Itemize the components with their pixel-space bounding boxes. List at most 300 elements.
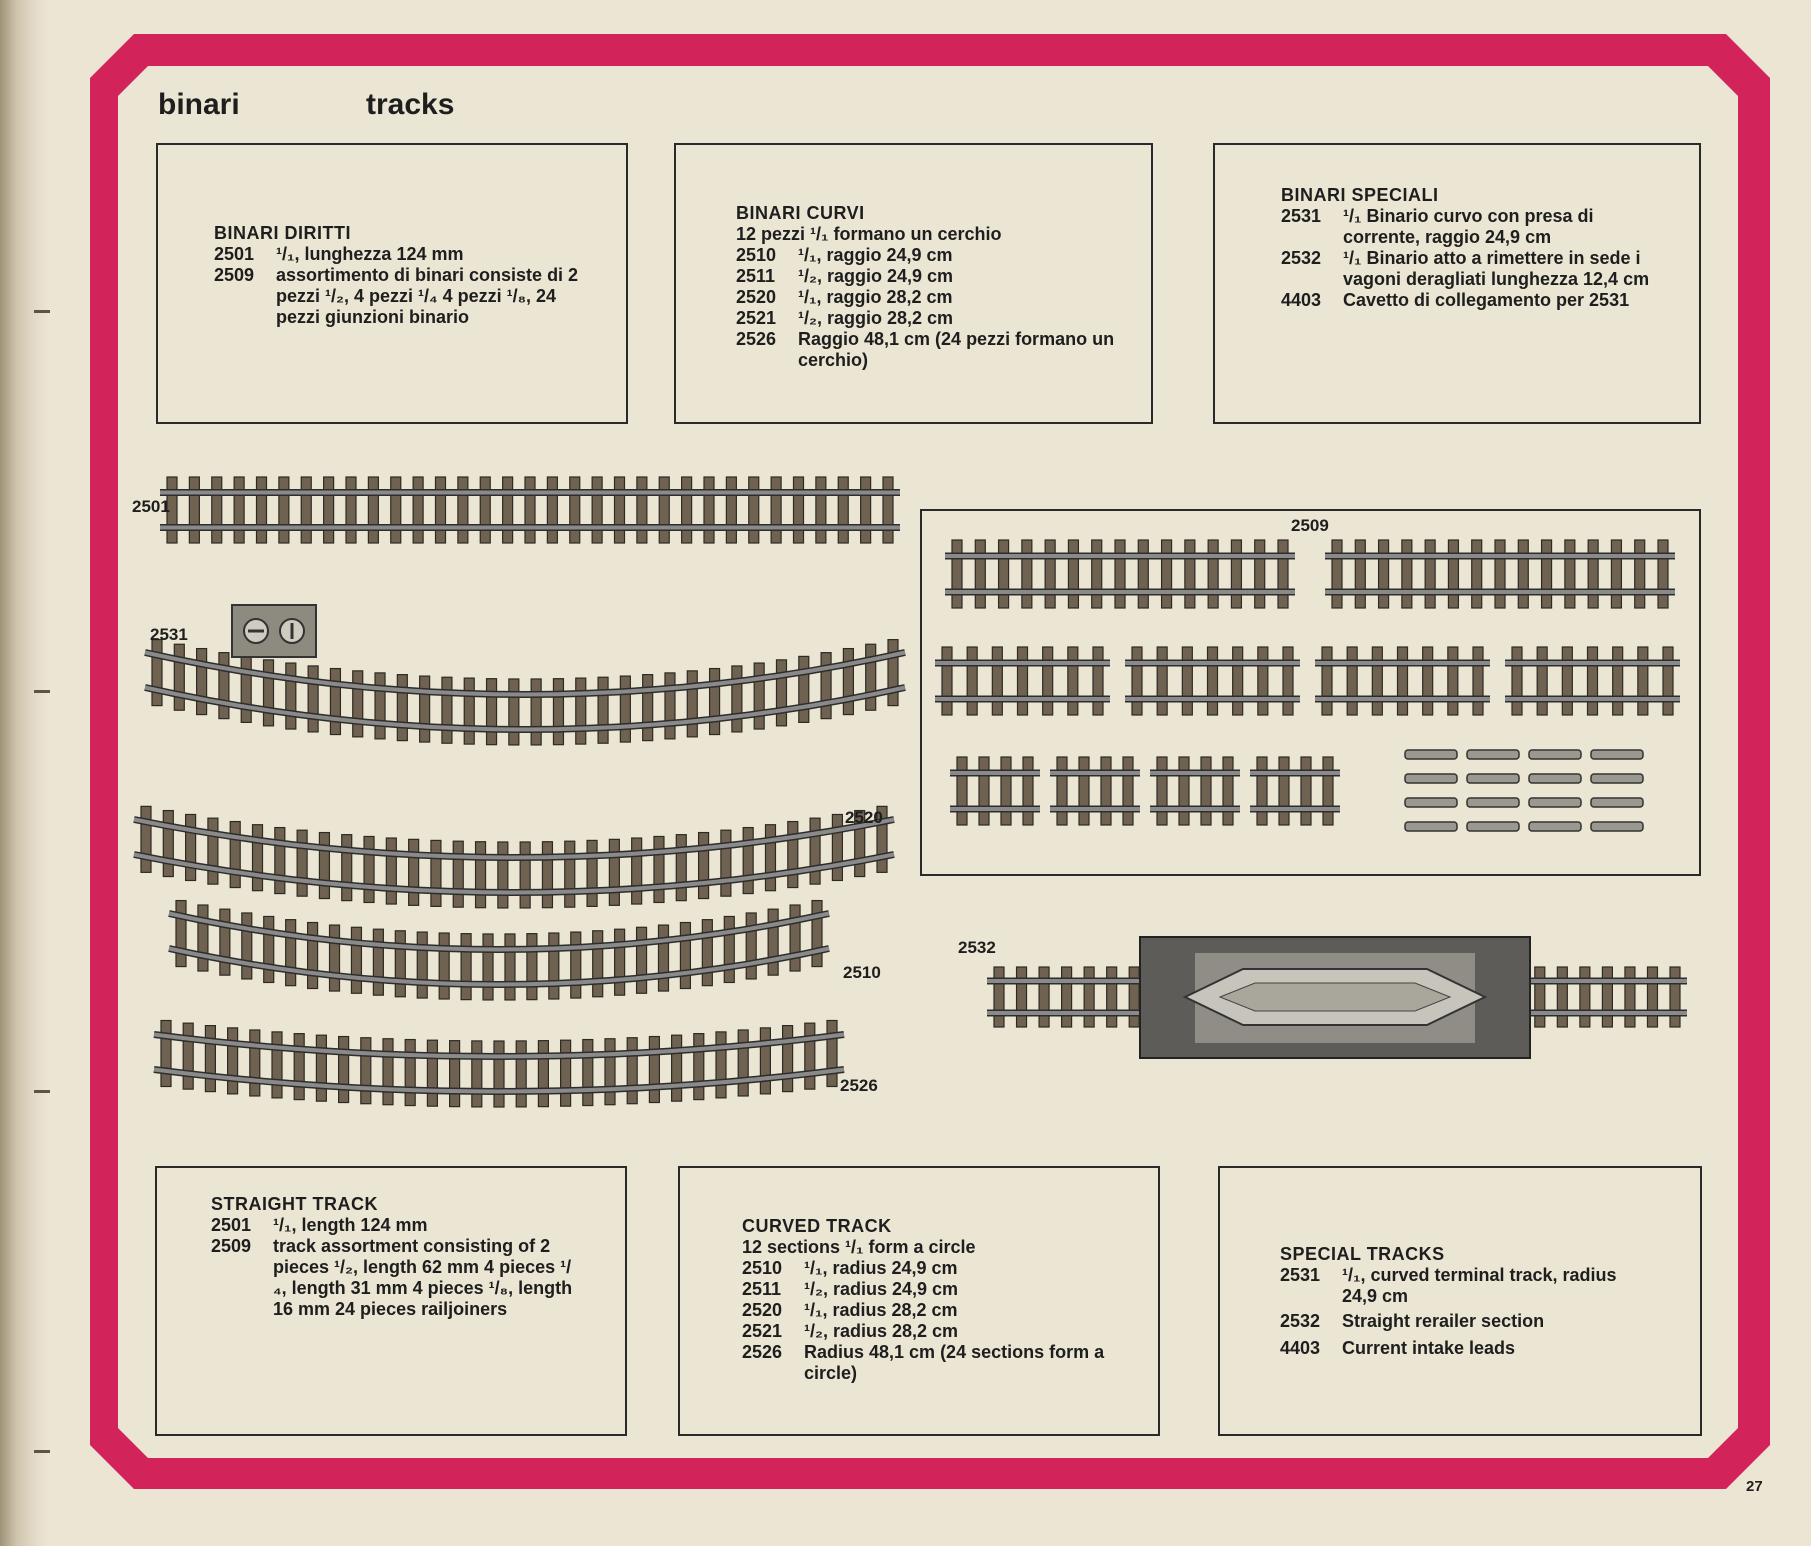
entry (742, 1279, 1122, 1300)
track-tie (286, 920, 296, 986)
entry-code: 2532 (1281, 248, 1322, 268)
track-tie (141, 806, 151, 872)
track-tie (186, 814, 196, 880)
track-tie (615, 929, 625, 995)
box-title: BINARI DIRITTI (214, 223, 351, 243)
entry-code: 2509 (214, 265, 255, 285)
binding-stitch (34, 1450, 50, 1453)
track-tie (1023, 757, 1033, 825)
entry (1281, 290, 1651, 311)
entry-code: 2521 (742, 1321, 783, 1341)
track-2531-illustration (140, 605, 920, 755)
track-tie (525, 477, 535, 543)
track-tie (1565, 540, 1575, 608)
track-tie (383, 1039, 393, 1105)
track-tie (1101, 757, 1111, 825)
track-tie (615, 477, 625, 543)
track-tie (1208, 540, 1218, 608)
track-tie (1257, 757, 1267, 825)
track-tie (883, 477, 893, 543)
railjoiner (1529, 822, 1581, 831)
entry (1280, 1265, 1650, 1307)
entry (736, 245, 1116, 266)
track-tie (1301, 757, 1311, 825)
track-tie (637, 477, 647, 543)
track-tie (888, 640, 898, 706)
entry-code: 2509 (211, 1236, 252, 1256)
track-tie (464, 678, 474, 744)
track-tie (827, 1021, 837, 1087)
track-tie (1518, 540, 1528, 608)
track-tie (161, 1021, 171, 1087)
heading-english: tracks (366, 88, 455, 121)
box-binari-curvi (674, 143, 1153, 424)
track-tie (1402, 540, 1412, 608)
railjoiner (1591, 774, 1643, 783)
track-tie (395, 931, 405, 997)
track-tie (417, 932, 427, 998)
track-tie (975, 540, 985, 608)
track-tie (1084, 967, 1094, 1027)
track-tie (1448, 540, 1458, 608)
track-tie (724, 916, 734, 982)
track-tie (1588, 540, 1598, 608)
railjoiner (1591, 798, 1643, 807)
track-tie (732, 666, 742, 732)
entry-desc: Cavetto di collegamento per 2531 (1343, 290, 1630, 310)
track-tie (553, 679, 563, 745)
track-tie (702, 920, 712, 986)
entry-code: 2531 (1280, 1265, 1321, 1285)
track-tie (183, 1023, 193, 1089)
track-tie (264, 916, 274, 982)
track-tie (442, 677, 452, 743)
track-tie (838, 477, 848, 543)
track-2532-illustration (985, 935, 1690, 1060)
track-tie (197, 649, 207, 715)
track-tie (1138, 540, 1148, 608)
track-tie (1425, 540, 1435, 608)
track-tie (208, 818, 218, 884)
railjoiner (1467, 750, 1519, 759)
track-tie (1611, 540, 1621, 608)
track-tie (198, 905, 208, 971)
railjoiner (1591, 750, 1643, 759)
entry (736, 287, 1116, 308)
box-straight-track (155, 1166, 627, 1436)
entry-desc: ¹/₂, radius 24,9 cm (804, 1279, 959, 1299)
box-curved-track (678, 1166, 1160, 1436)
track-tie (658, 925, 668, 991)
track-tie (1635, 540, 1645, 608)
track-tie (205, 1026, 215, 1092)
track-tie (346, 477, 356, 543)
entry-code: 4403 (1280, 1338, 1321, 1358)
track-tie (516, 1041, 526, 1107)
entry (742, 1258, 1122, 1279)
entry (1281, 248, 1651, 290)
track-tie (272, 1032, 282, 1098)
track-tie (509, 679, 519, 745)
track-tie (672, 1035, 682, 1101)
track-tie (832, 814, 842, 880)
track-tie (547, 477, 557, 543)
entry (1280, 1311, 1650, 1332)
entry-code: 2526 (742, 1342, 783, 1362)
track-tie (1535, 967, 1545, 1027)
track-tie (1123, 757, 1133, 825)
track-tie (212, 477, 222, 543)
page-binding (0, 0, 48, 1546)
box-binari-diritti (156, 143, 628, 424)
track-tie (1448, 647, 1458, 715)
track-tie (450, 1041, 460, 1107)
track-tie (397, 675, 407, 741)
entry-desc: Raggio 48,1 cm (24 pezzi formano un cerchio) (798, 329, 1115, 370)
track-tie (799, 656, 809, 722)
track-tie (592, 477, 602, 543)
track-tie (680, 923, 690, 989)
entry-code: 2520 (742, 1300, 783, 1320)
track-tie (375, 673, 385, 739)
entry-desc: ¹/₁ Binario curvo con presa di corrente, raggio 24,9 cm (1343, 206, 1594, 247)
track-tie (1323, 757, 1333, 825)
entry-desc: Straight rerailer section (1342, 1311, 1545, 1331)
entry-code: 2520 (736, 287, 777, 307)
track-tie (746, 913, 756, 979)
track-tie (1132, 647, 1142, 715)
track-tie (234, 477, 244, 543)
track-tie (716, 1032, 726, 1098)
track-tie (805, 1023, 815, 1089)
box-binari-diritti-text (214, 223, 594, 328)
track-tie (1472, 540, 1482, 608)
track-tie (979, 757, 989, 825)
page-number: 27 (1746, 1478, 1763, 1495)
railjoiner (1467, 774, 1519, 783)
entry-code: 2510 (742, 1258, 783, 1278)
railjoiner (1405, 798, 1457, 807)
track-tie (152, 640, 162, 706)
track-tie (487, 679, 497, 745)
heading-italian: binari (158, 88, 240, 121)
entry-desc: assortimento di binari consiste di 2 pezzi ¹/₂, 4 pezzi ¹/₄ 4 pezzi ¹/₈, 24 pezzi giunzioni binario (276, 265, 579, 327)
track-tie (699, 833, 709, 899)
track-tie (952, 540, 962, 608)
track-tie (576, 678, 586, 744)
track-tie (866, 644, 876, 710)
track-tie (420, 676, 430, 742)
track-tie (1625, 967, 1635, 1027)
track-tie (1258, 647, 1268, 715)
track-tie (242, 913, 252, 979)
binding-stitch (34, 690, 50, 693)
track-tie (1068, 647, 1078, 715)
entry-code: 2532 (1280, 1311, 1321, 1331)
track-tie (593, 931, 603, 997)
track-tie (598, 677, 608, 743)
track-tie (760, 1028, 770, 1094)
track-tie (999, 540, 1009, 608)
track-tie (220, 909, 230, 975)
track-tie (1018, 647, 1028, 715)
track-tie (794, 477, 804, 543)
track-tie (810, 818, 820, 884)
track-tie (812, 901, 822, 967)
track-tie (339, 1037, 349, 1103)
track-tie (790, 905, 800, 971)
track-tie (1332, 540, 1342, 608)
track-tie (620, 676, 630, 742)
railjoiner (1529, 798, 1581, 807)
entry-code: 2501 (211, 1215, 252, 1235)
track-tie (253, 825, 263, 891)
track-tie (721, 830, 731, 896)
track-2509-pieces (930, 530, 1690, 870)
track-tie (250, 1030, 260, 1096)
entry-desc: ¹/₁, raggio 28,2 cm (798, 287, 953, 307)
track-tie (353, 671, 363, 737)
track-tie (1185, 540, 1195, 608)
track-tie (494, 1041, 504, 1107)
track-tie (816, 477, 826, 543)
track-tie (694, 1034, 704, 1100)
track-tie (439, 933, 449, 999)
track-rail-highlight (145, 653, 905, 695)
track-tie (821, 653, 831, 719)
track-tie (992, 647, 1002, 715)
track-tie (1658, 540, 1668, 608)
entry (742, 1342, 1122, 1384)
entry-desc: ¹/₁, curved terminal track, radius 24,9 cm (1342, 1265, 1617, 1306)
track-tie (1512, 647, 1522, 715)
entry (214, 244, 594, 265)
track-tie (1162, 540, 1172, 608)
binding-stitch (34, 1090, 50, 1093)
entry-desc: ¹/₁ Binario atto a rimettere in sede i vagoni deragliati lunghezza 12,4 cm (1343, 248, 1650, 289)
track-tie (1208, 647, 1218, 715)
track-tie (1647, 967, 1657, 1027)
track-rail-highlight (134, 820, 894, 858)
track-tie (275, 828, 285, 894)
track-tie (368, 477, 378, 543)
track-tie (768, 909, 778, 975)
railjoiner (1405, 774, 1457, 783)
track-tie (967, 647, 977, 715)
track-tie (1107, 967, 1117, 1027)
track-tie (373, 929, 383, 995)
track-tie (1537, 647, 1547, 715)
track-tie (637, 927, 647, 993)
track-tie (1613, 647, 1623, 715)
track-tie (771, 477, 781, 543)
entry (742, 1300, 1122, 1321)
track-tie (1129, 967, 1139, 1027)
entry-desc: ¹/₂, raggio 28,2 cm (798, 308, 954, 328)
track-tie (1062, 967, 1072, 1027)
track-tie (531, 679, 541, 745)
entry-code: 2526 (736, 329, 777, 349)
track-tie (230, 822, 240, 888)
track-tie (1001, 757, 1011, 825)
track-tie (330, 925, 340, 991)
track-tie (319, 833, 329, 899)
track-tie (1580, 967, 1590, 1027)
box-title: STRAIGHT TRACK (211, 1194, 378, 1214)
track-tie (286, 663, 296, 729)
track-tie (241, 656, 251, 722)
track-tie (361, 1038, 371, 1104)
track-tie (505, 934, 515, 1000)
entry-desc: ¹/₁, radius 24,9 cm (804, 1258, 958, 1278)
track-tie (754, 663, 764, 729)
track-tie (163, 811, 173, 877)
track-tie (788, 822, 798, 888)
track-tie (301, 477, 311, 543)
box-title: SPECIAL TRACKS (1280, 1244, 1445, 1264)
entry-code: 2510 (736, 245, 777, 265)
track-2526-illustration (150, 1015, 850, 1115)
track-tie (1542, 540, 1552, 608)
track-tie (659, 477, 669, 543)
track-tie (1157, 647, 1167, 715)
track-tie (1347, 647, 1357, 715)
railjoiner (1529, 774, 1581, 783)
entry-desc: ¹/₁, radius 28,2 cm (804, 1300, 958, 1320)
entry (1281, 206, 1651, 248)
track-tie (783, 1026, 793, 1092)
track-tie (1495, 540, 1505, 608)
box-intro: 12 sections ¹/₁ form a circle (742, 1237, 976, 1257)
railjoiner (1529, 750, 1581, 759)
track-tie (570, 477, 580, 543)
track-tie (316, 1035, 326, 1101)
binding-stitch (34, 310, 50, 313)
entry-code: 2501 (214, 244, 255, 264)
track-tie (391, 477, 401, 543)
box-title: BINARI SPECIALI (1281, 185, 1439, 205)
entry-code: 2531 (1281, 206, 1322, 226)
track-tie (1157, 757, 1167, 825)
track-tie (427, 1040, 437, 1106)
track-tie (1093, 647, 1103, 715)
label-2532: 2532 (958, 938, 996, 957)
track-tie (1278, 540, 1288, 608)
track-tie (1279, 757, 1289, 825)
entry-code: 4403 (1281, 290, 1322, 310)
track-tie (1068, 540, 1078, 608)
track-tie (413, 477, 423, 543)
box-intro: 12 pezzi ¹/₁ formano un cerchio (736, 224, 1002, 244)
track-tie (1045, 540, 1055, 608)
track-tie (1233, 647, 1243, 715)
track-tie (957, 757, 967, 825)
track-tie (665, 673, 675, 739)
track-tie (308, 666, 318, 732)
track-tie (776, 660, 786, 726)
track-tie (458, 477, 468, 543)
railjoiner (1591, 822, 1643, 831)
track-tie (1057, 757, 1067, 825)
track-tie (1423, 647, 1433, 715)
track-tie (1355, 540, 1365, 608)
track-tie (1179, 757, 1189, 825)
track-tie (1017, 967, 1027, 1027)
track-tie (1638, 647, 1648, 715)
track-tie (676, 835, 686, 901)
entry (736, 266, 1116, 287)
track-tie (1201, 757, 1211, 825)
entry-code: 2511 (736, 266, 776, 286)
track-tie (861, 477, 871, 543)
track-tie (643, 675, 653, 741)
track-tie (189, 477, 199, 543)
track-tie (330, 669, 340, 735)
box-binari-curvi-text (736, 203, 1116, 371)
track-tie (405, 1040, 415, 1106)
label-2510: 2510 (843, 963, 881, 982)
box-title: BINARI CURVI (736, 203, 865, 223)
track-tie (726, 477, 736, 543)
track-tie (324, 477, 334, 543)
entry (211, 1236, 581, 1320)
track-2510-illustration (165, 892, 845, 1002)
railjoiner (1467, 798, 1519, 807)
entry-desc: ¹/₂, raggio 24,9 cm (798, 266, 954, 286)
track-2501-illustration (150, 465, 910, 560)
track-tie (1283, 647, 1293, 715)
entry-desc: ¹/₁, lunghezza 124 mm (276, 244, 464, 264)
track-tie (704, 477, 714, 543)
track-tie (538, 1041, 548, 1107)
label-2520: 2520 (845, 808, 883, 827)
track-tie (1092, 540, 1102, 608)
track-tie (257, 477, 267, 543)
track-tie (710, 669, 720, 735)
track-tie (472, 1041, 482, 1107)
track-tie (942, 647, 952, 715)
track-tie (1255, 540, 1265, 608)
track-tie (682, 477, 692, 543)
track-tie (843, 649, 853, 715)
track-tie (297, 830, 307, 896)
entry-desc: Current intake leads (1342, 1338, 1516, 1358)
entry (742, 1321, 1122, 1342)
railjoiner (1405, 750, 1457, 759)
entry-desc: ¹/₁, length 124 mm (273, 1215, 428, 1235)
track-tie (1182, 647, 1192, 715)
railjoiner (1405, 822, 1457, 831)
track-tie (1588, 647, 1598, 715)
track-tie (1602, 967, 1612, 1027)
box-binari-speciali (1213, 143, 1701, 424)
track-tie (549, 933, 559, 999)
track-tie (1039, 967, 1049, 1027)
track-tie (765, 825, 775, 891)
entry-desc: ¹/₁, raggio 24,9 cm (798, 245, 953, 265)
track-tie (1223, 757, 1233, 825)
track-tie (649, 1037, 659, 1103)
track-tie (527, 934, 537, 1000)
track-tie (1663, 647, 1673, 715)
entry (214, 265, 594, 328)
box-title: CURVED TRACK (742, 1216, 892, 1236)
label-2501: 2501 (132, 497, 170, 516)
track-tie (605, 1039, 615, 1105)
track-tie (436, 477, 446, 543)
track-tie (1473, 647, 1483, 715)
track-tie (503, 477, 513, 543)
